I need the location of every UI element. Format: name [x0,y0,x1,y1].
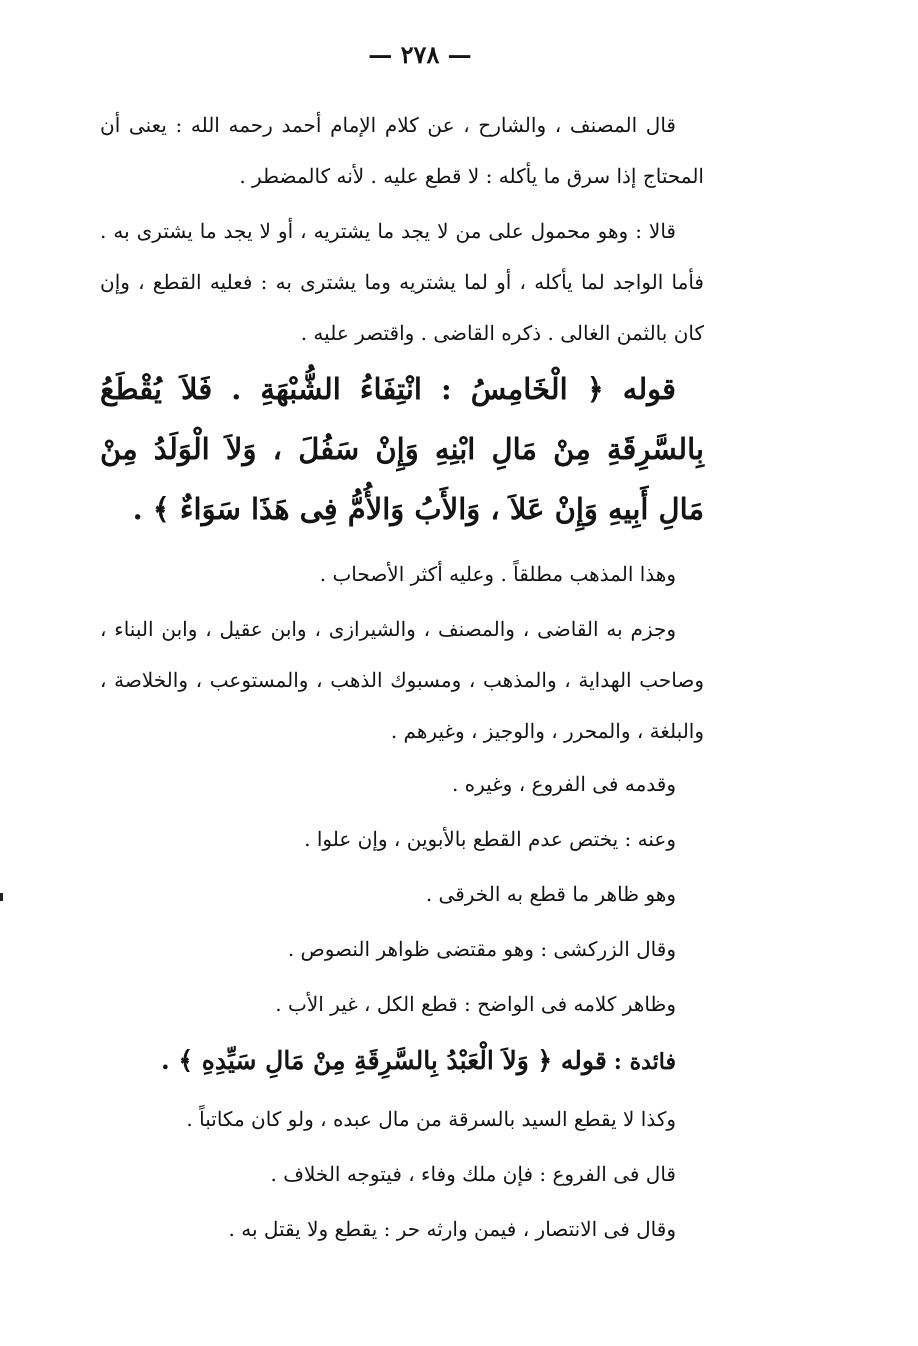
paragraph-commentary-3: وهذا المذهب مطلقاً . وعليه أكثر الأصحاب . [319,562,676,586]
text-line: وظاهر كلامه فى الواضح : قطع الكل ، غير الأب . [275,992,676,1016]
text-line: وقال الزركشى : وهو مقتضى ظواهر النصوص . [287,937,676,961]
text-line: وقال فى الانتصار ، فيمن وارثه حر : يقطع ولا يقتل به . [228,1217,676,1241]
page-number: — ٢٧٨ — [368,40,472,69]
paragraph-commentary-4: وجزم به القاضى ، والمصنف ، والشيرازى ، وابن عقيل ، وابن البناء ، وصاحب الهداية ، والمذهب ، ومسبوك الذهب ، والمستوعب ، والخلاصة ، والبلغة ، والمحرر ، والوجيز ، وغيرهم . [100,617,704,743]
paragraph-commentary-2: قالا : وهو محمول على من لا يجد ما يشتريه ، أو لا يجد ما يشترى به . فأما الواجد لما يأكله ، أو لما يشتريه وما يشترى به : فعليه القطع ، وإن كان بالثمن الغالى . ذكره القاضى . واقتصر عليه . [100,219,704,345]
text-line: قال فى الفروع : فإن ملك وفاء ، فيتوجه الخلاف . [270,1162,676,1186]
text-line: وعنه : يختص عدم القطع بالأبوين ، وإن علوا . [304,827,676,851]
page-body [100,100,704,1257]
margin-mark [0,893,3,901]
text-line: وقدمه فى الفروع ، وغيره . [451,772,676,796]
paragraph-main-text: قوله ﴿ الْخَامِسُ : انْتِفَاءُ الشُّبْهَةِ . فَلاَ يُقْطَعُ بِالسَّرِقَةِ مِنْ مَالِ ابْنِهِ وَإِنْ سَفُلَ ، وَلاَ الْوَلَدُ مِنْ مَالِ أَبِيهِ وَإِنْ عَلاَ ، وَالأَبُ وَالأُمُّ فِى هَذَا سَوَاءٌ ﴾ . [100,372,704,526]
paragraph-commentary-1: قال المصنف ، والشارح ، عن كلام الإمام أحمد رحمه الله : يعنى أن المحتاج إذا سرق ما يأكله : لا قطع عليه . لأنه كالمضطر . [100,113,704,188]
faidah-label: فائدة : [613,1049,676,1075]
text-line: وكذا لا يقطع السيد بالسرقة من مال عبده ، ولو كان مكاتباً . [186,1107,676,1131]
text-line: وهو ظاهر ما قطع به الخرقى . [425,882,676,906]
faidah-quote: قوله ﴿ وَلاَ الْعَبْدُ بِالسَّرِقَةِ مِنْ مَالِ سَيِّدِهِ ﴾ . [161,1046,607,1075]
faidah-note [100,1032,704,1092]
